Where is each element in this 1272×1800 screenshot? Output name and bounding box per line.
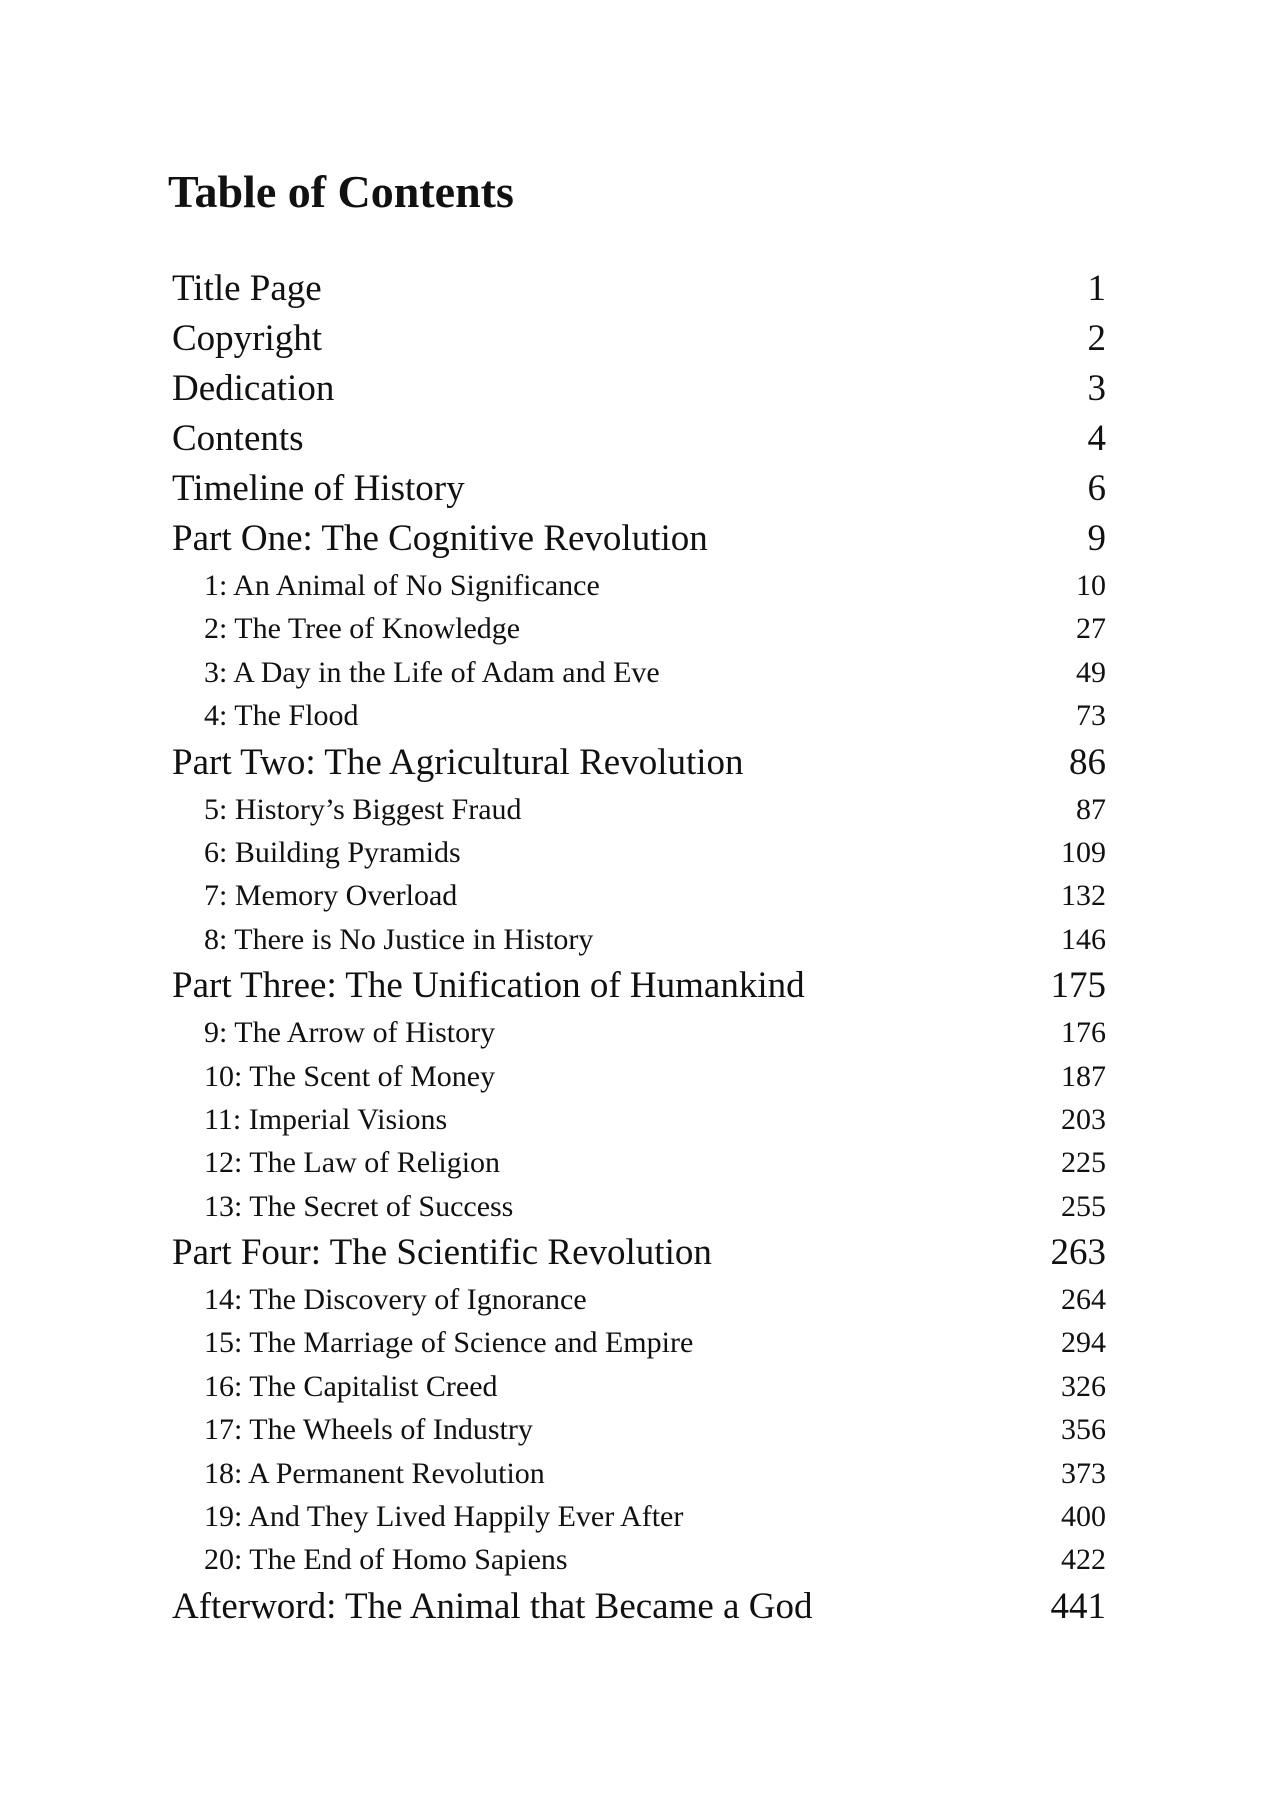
toc-chapter-entry[interactable] <box>172 1408 1106 1451</box>
toc-entry-page: 10 <box>1076 569 1106 602</box>
toc-entry-page: 263 <box>1050 1232 1106 1274</box>
toc-entry-label: 18: A Permanent Revolution <box>204 1456 545 1490</box>
toc-chapter-entry[interactable] <box>172 1185 1106 1228</box>
toc-chapter-entry[interactable] <box>172 874 1106 917</box>
toc-chapter-entry[interactable] <box>172 1365 1106 1408</box>
toc-entry-page: 225 <box>1061 1146 1106 1180</box>
toc-entry[interactable] <box>172 364 1106 414</box>
toc-entry-label: 17: The Wheels of Industry <box>204 1413 533 1447</box>
toc-entry-label: 5: History’s Biggest Fraud <box>204 792 522 826</box>
toc-entry-page: 27 <box>1076 612 1106 646</box>
toc-entry-label: Timeline of History <box>172 468 465 509</box>
toc-entry-page: 187 <box>1061 1059 1106 1093</box>
toc-entry-label: Copyright <box>172 318 323 359</box>
toc-chapter-entry[interactable] <box>172 564 1106 607</box>
toc-entry-label: 12: The Law of Religion <box>204 1146 501 1180</box>
toc-entry-label: Part Two: The Agricultural Revolution <box>172 741 744 783</box>
toc-entry-page: 264 <box>1061 1283 1106 1317</box>
toc-chapter-entry[interactable] <box>172 1278 1106 1321</box>
toc-entry-page: 2 <box>1087 318 1106 359</box>
toc-chapter-entry[interactable] <box>172 1538 1106 1581</box>
toc-chapter-entry[interactable] <box>172 651 1106 694</box>
toc-entry-page: 3 <box>1087 368 1106 409</box>
toc-entry-page: 6 <box>1087 468 1106 509</box>
toc-list <box>172 264 1106 1632</box>
toc-entry-label: 3: A Day in the Life of Adam and Eve <box>204 655 660 689</box>
toc-entry-label: 13: The Secret of Success <box>204 1189 514 1223</box>
toc-entry-page: 176 <box>1061 1016 1106 1050</box>
toc-entry-label: Dedication <box>172 368 335 409</box>
toc-chapter-entry[interactable] <box>172 1011 1106 1054</box>
toc-chapter-entry[interactable] <box>172 1141 1106 1184</box>
toc-entry[interactable] <box>172 314 1106 364</box>
toc-entry-label: Part Three: The Unification of Humankind <box>172 965 805 1007</box>
toc-entry-page: 4 <box>1087 418 1106 459</box>
toc-entry-label: 14: The Discovery of Ignorance <box>204 1283 587 1317</box>
toc-chapter-entry[interactable] <box>172 1098 1106 1141</box>
toc-entry-page: 326 <box>1061 1369 1106 1403</box>
toc-entry-label: 11: Imperial Visions <box>204 1102 448 1136</box>
toc-entry-page: 109 <box>1061 835 1106 869</box>
toc-entry-page: 49 <box>1076 655 1106 689</box>
toc-part-entry[interactable] <box>172 514 1106 564</box>
toc-entry-label: 15: The Marriage of Science and Empire <box>204 1326 694 1360</box>
toc-chapter-entry[interactable] <box>172 831 1106 874</box>
toc-entry-page: 356 <box>1061 1413 1106 1447</box>
toc-entry-label: 2: The Tree of Knowledge <box>204 612 521 646</box>
toc-entry-page: 203 <box>1061 1102 1106 1136</box>
toc-entry-label: 8: There is No Justice in History <box>204 922 594 956</box>
toc-entry-page: 86 <box>1069 741 1106 783</box>
toc-entry-label: 10: The Scent of Money <box>204 1059 496 1093</box>
toc-entry-label: 7: Memory Overload <box>204 879 458 913</box>
toc-entry-page: 73 <box>1076 699 1106 733</box>
toc-entry-label: Part Four: The Scientific Revolution <box>172 1232 712 1274</box>
toc-entry-page: 9 <box>1087 518 1106 559</box>
toc-entry-page: 373 <box>1061 1456 1106 1490</box>
toc-entry-page: 400 <box>1061 1500 1106 1534</box>
toc-chapter-entry[interactable] <box>172 694 1106 737</box>
toc-part-entry[interactable] <box>172 961 1106 1011</box>
toc-entry-label: 19: And They Lived Happily Ever After <box>204 1500 684 1534</box>
toc-chapter-entry[interactable] <box>172 1055 1106 1098</box>
toc-entry-label: Part One: The Cognitive Revolution <box>172 518 708 559</box>
toc-entry-label: 9: The Arrow of History <box>204 1016 496 1050</box>
toc-part-entry[interactable] <box>172 738 1106 788</box>
toc-entry-page: 132 <box>1061 879 1106 913</box>
toc-entry[interactable] <box>172 464 1106 514</box>
toc-entry-page: 255 <box>1061 1189 1106 1223</box>
toc-entry-page: 422 <box>1061 1543 1106 1577</box>
toc-entry-label: Title Page <box>172 268 322 309</box>
toc-entry-label: Contents <box>172 418 304 459</box>
toc-entry[interactable] <box>172 264 1106 314</box>
toc-chapter-entry[interactable] <box>172 1495 1106 1538</box>
page-title: Table of Contents <box>168 166 514 217</box>
toc-entry-label: 4: The Flood <box>204 699 359 733</box>
toc-chapter-entry[interactable] <box>172 788 1106 831</box>
toc-entry[interactable] <box>172 414 1106 464</box>
toc-chapter-entry[interactable] <box>172 607 1106 650</box>
toc-entry-page: 1 <box>1087 268 1106 309</box>
toc-entry-label: 6: Building Pyramids <box>204 835 461 869</box>
toc-entry-page: 87 <box>1076 792 1106 826</box>
toc-chapter-entry[interactable] <box>172 1452 1106 1495</box>
toc-entry-label: 1: An Animal of No Significance <box>204 569 600 602</box>
toc-chapter-entry[interactable] <box>172 1321 1106 1364</box>
toc-entry-page: 294 <box>1061 1326 1106 1360</box>
toc-entry-label: Afterword: The Animal that Became a God <box>172 1585 813 1627</box>
toc-part-entry[interactable] <box>172 1228 1106 1278</box>
toc-entry-label: 20: The End of Homo Sapiens <box>204 1543 568 1577</box>
toc-chapter-entry[interactable] <box>172 918 1106 961</box>
toc-entry-page: 146 <box>1061 922 1106 956</box>
toc-part-entry[interactable] <box>172 1582 1106 1632</box>
toc-entry-page: 175 <box>1050 965 1106 1007</box>
toc-entry-label: 16: The Capitalist Creed <box>204 1369 498 1403</box>
toc-entry-page: 441 <box>1050 1585 1106 1627</box>
